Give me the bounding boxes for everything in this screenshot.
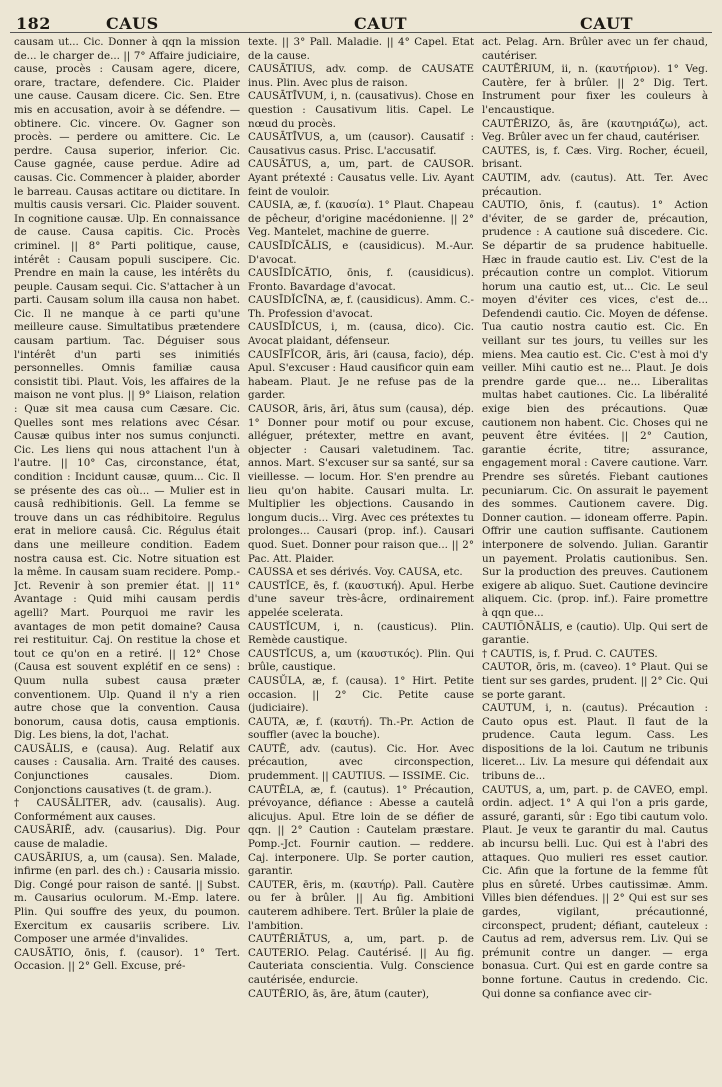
entry: CAUSSA et ses dérivés. Voy. CAUSA, etc. [248,566,463,579]
entry: CAUSOR, āris, āri, ātus sum (causa), dép. 1° Donner pour motif ou pour excuse, alléguer, prétexter, mettre en avant, objecter : Causari valetudinem. Tac. annos. Mart. S'excuser sur sa santé, sur sa vieillesse. — locum. Hor. S'en prendre au lieu qu'on habite. Causari multa. Lr. Multiplier les objections. Causando in longum ducis... Virg. Avec ces prétextes tu prolonges... Causari (prop. inf.). Causari quod. Suet. Donner pour raison que... || 2° Pac. Att. Plaider. [248,403,474,565]
entry: CAUSĀTĪVUM, i, n. (causativus). Chose en question : Causativum litis. Capel. Le nœud du procès. [248,90,474,130]
page-header [14,6,712,33]
entry: CAUSĀTIO, ōnis, f. (causor). 1° Tert. Occasion. || 2° Gell. Excuse, pré- [14,946,240,973]
entry: CAUTIM, adv. (cautus). Att. Ter. Avec précaution. [482,171,708,198]
column-1 [14,36,240,1076]
entry: causam ut... Cic. Donner à qqn la mission de... le charger de... || 7° Affaire judiciaire, cause, procès : Causam agere, dicere, orare, tractare, defendere. Cic. Plaider une cause. Causam dicere. Cic. Sen. Etre mis en accusation, avoir à se défendre. — obtinere. Cic. vincere. Ov. Gagner son procès. — perdere ou amittere. Cic. Le perdre. Causa superior, inferior. Cic. Cause gagnée, cause perdue. Adire ad causas. Cic. Commencer à plaider, aborder le barreau. Causas actitare ou dictitare. In multis causis versari. Cic. Plaider souvent. In cognitione causæ. Ulp. En connaissance de cause. Causa capitis. Cic. Procès criminel. || 8° Parti politique, cause, intérêt : Causam populi suscipere. Cic. Prendre en main la cause, les intérêts du peuple. Causam sequi. Cic. S'attacher à un parti. Causam solum illa causa non habet. Cic. Il ne manque à ce parti qu'une meilleure cause. Simultatibus prætendere causam partium. Tac. Déguiser sous l'intérêt d'un parti ses inimitiés personnelles. Omnis familiæ causa consistit tibi. Plaut. Vois, les affaires de la maison ne vont plus. || 9° Liaison, relation : Quæ sit mea causa cum Cæsare. Cic. Quelles sont mes relations avec César. Causæ quibus inter nos sumus conjuncti. Cic. Les liens qui nous attachent l'un à l'autre. || 10° Cas, circonstance, état, condition : Incidunt causæ, quum... Cic. Il se présente des cas où... — Mulier est in causâ redhibitionis. Gell. La femme se trouve dans un cas rédhibitoire. Regulus erat in meliore causâ. Cic. Régulus était dans une meilleure condition. Eadem nostra causa est. Cic. Notre situation est la même. In causam suam recidere. Pomp.-Jct. Revenir à son premier état. || 11° Avantage : Quid mihi causam perdis agelli? Mart. Pourquoi me ravir les avantages de mon petit domaine? Causa rei restituitur. Caj. On restitue la chose et tout ce qu'on en a retiré. || 12° Chose (Causa est souvent explétif en ce sens) : Quum nulla subest causa præter conventionem. Ulp. Quand il n'y a rien autre chose que la convention. Causa bonorum, causa dotis, causa emptionis. Dig. Les biens, la dot, l'achat. [14,36,240,742]
entry: CAUSTĬCUS, a, um (καυστικός). Plin. Qui brûle, caustique. [248,647,474,674]
page-number: 182 [16,14,51,33]
column-3-running-head: CAUT [580,14,634,33]
entry: CAUSĀTIUS, adv. comp. de CAUSATE inus. Plin. Avec plus de raison. [248,63,474,89]
entry: CAUTER, ēris, m. (καυτήρ). Pall. Cautère ou fer à brûler. || Au fig. Ambitioni cauterem adhibere. Tert. Brûler la plaie de l'ambition. [248,878,474,932]
entry: CAUSĪDĬCĀTIO, ōnis, f. (causidicus). Fronto. Bavardage d'avocat. [248,267,474,293]
entry: CAUSĀRIĒ, adv. (causarius). Dig. Pour cause de maladie. [14,824,240,851]
entry: CAUSĀTUS, a, um, part. de CAUSOR. Ayant prétexté : Causatus velle. Liv. Ayant feint de vouloir. [248,158,474,198]
entry: CAUSĪDĬCUS, i, m. (causa, dico). Cic. Avocat plaidant, défenseur. [248,321,474,348]
column-2 [248,36,474,1076]
entry: CAUTES, is, f. Cæs. Virg. Rocher, écueil, brisant. [482,144,708,171]
header-rule [10,32,712,33]
entry: act. Pelag. Arn. Brûler avec un fer chaud, cautériser. [482,36,708,62]
column-3 [482,36,708,1076]
entry: CAUTIŌNĀLIS, e (cautio). Ulp. Qui sert de garantie. [482,620,708,647]
entry: CAUTĒRIĀTUS, a, um, part. p. de CAUTERIO. Pelag. Cautérisé. || Au fig. Cauteriata conscientia. Vulg. Conscience cautérisée, endurcie. [248,933,474,986]
entry: CAUSIA, æ, f. (καυσία). 1° Plaut. Chapeau de pêcheur, d'origine macédonienne. || 2° Veg. Mantelet, machine de guerre. [248,199,474,239]
entry: CAUSĀLIS, e (causa). Aug. Relatif aux causes : Causalia. Arn. Traité des causes. Conjunctiones causales. Diom. Conjonctions causatives (t. de gram.). [14,742,240,796]
entry: CAUTĒRIZO, ās, āre (καυτηριάζω), act. Veg. Brûler avec un fer chaud, cautériser. [482,117,708,144]
entry: CAUSĀTĪVUS, a, um (causor). Causatif : Causativus casus. Prisc. L'accusatif. [248,131,474,157]
entry: CAUTIO, ōnis, f. (cautus). 1° Action d'éviter, de se garder de, précaution, prudence : A cautione suâ discedere. Cic. Se départir de sa prudence habituelle. Hæc in fraude cautio est. Liv. C'est de la précaution contre un complot. Vitiorum horum una cautio est, ut... Cic. Le seul moyen d'éviter ces vices, c'est de... Defendendi cautio. Cic. Moyen de défense. Tua cautio nostra cautio est. Cic. En veillant sur tes jours, tu veilles sur les miens. Mea cautio est. Cic. C'est à moi d'y veiller. Mihi cautio est ne... Plaut. Je dois prendre garde que... ne... Liberalitas multas habet cautiones. Cic. La libéralité exige bien des précautions. Quæ cautionem non habent. Cic. Choses qui ne peuvent être évitées. || 2° Caution, garantie écrite, titre; assurance, engagement moral : Cavere cautione. Varr. Prendre ses sûretés. Fiebant cautiones pecuniarum. Cic. On assurait le payement des sommes. Cautionem cavere. Dig. Donner caution. — idoneam offerre. Papin. Offrir une caution suffisante. Cautionem interponere de solvendo. Julian. Garantir un payement. Prolatis cautionibus. Sen. Sur la production des preuves. Cautionem exigere ab aliquo. Suet. Cautione devincire aliquem. Cic. (prop. inf.). Faire promettre à qqn que... [482,199,708,619]
entry: CAUTA, æ, f. (καυτή). Th.-Pr. Action de souffler (avec la bouche). [248,715,474,742]
entry: † CAUSĀLITER, adv. (causalis). Aug. Conformément aux causes. [14,797,240,823]
column-1-running-head: CAUS [106,14,159,33]
entry: CAUTĒ, adv. (cautus). Cic. Hor. Avec précaution, avec circonspection, prudemment. || CAUTIUS. — ISSIME. Cic. [248,742,474,783]
entry: CAUTUM, i, n. (cautus). Précaution : Cauto opus est. Plaut. Il faut de la prudence. Cauta legum. Cass. Les dispositions de la loi. Cautum ne tribunis liceret... Liv. La mesure qui défendait aux tribuns de... [482,702,708,783]
entry: CAUSŬLA, æ, f. (causa). 1° Hirt. Petite occasion. || 2° Cic. Petite cause (judiciaire). [248,674,474,715]
entry: CAUTOR, ōris, m. (caveo). 1° Plaut. Qui se tient sur ses gardes, prudent. || 2° Cic. Qui se porte garant. [482,661,708,701]
entry: CAUTUS, a, um, part. p. de CAVEO, empl. ordin. adject. 1° A qui l'on a pris garde, assuré, garanti, sûr : Ego tibi cautum volo. Plaut. Je veux te garantir du mal. Cautus ab incursu belli. Luc. Qui est à l'abri des attaques. Quo mulieri res esset cautior. Cic. Afin que la fortune de la femme fût plus en sûreté. Urbes cautissimæ. Amm. Villes bien défendues. || 2° Qui est sur ses gardes, vigilant, précautionné, circonspect, prudent; défiant, cauteleux : Cautus ad rem, adversus rem. Liv. Qui se prémunit contre un danger. — erga bonasua. Curt. Qui est en garde contre sa bonne fortune. Cautus in credendo. Cic. Qui donne sa confiance avec cir- [482,783,708,1000]
entry: CAUTĒRIUM, ii, n. (καυτήριον). 1° Veg. Cautère, fer à brûler. || 2° Dig. Tert. Instrument pour fixer les couleurs à l'encaustique. [482,63,708,116]
entry: CAUSĀRIUS, a, um (causa). Sen. Malade, infirme (en parl. des ch.) : Causaria missio. Dig. Congé pour raison de santé. || Subst. m. Causarius oculorum. M.-Emp. latere. Plin. Qui souffre des yeux, du poumon. Exercitum ex causariis scribere. Liv. Composer une armée d'invalides. [14,851,240,946]
entry: CAUSĪFĬCOR, āris, āri (causa, facio), dép. Apul. S'excuser : Haud causificor quin eam habeam. Plaut. Je ne refuse pas de la garder. [248,348,474,402]
entry: CAUTĒRIO, ās, āre, ātum (cauter), [248,987,430,1000]
entry: CAUSTĬCE, ēs, f. (καυστική). Apul. Herbe d'une saveur très-âcre, ordinairement appelée scelerata. [248,579,474,619]
entry: CAUTĒLA, æ, f. (cautus). 1° Précaution, prévoyance, défiance : Abesse a cautelâ alicujus. Apul. Etre loin de se défier de qqn. || 2° Caution : Cautelam præstare. Pomp.-Jct. Fournir caution. — reddere. Caj. interponere. Ulp. Se porter caution, garantir. [248,783,474,878]
entry: CAUSTĬCUM, i, n. (causticus). Plin. Remède caustique. [248,620,474,647]
entry: CAUSĪDĬCĪNA, æ, f. (causidicus). Amm. C.-Th. Profession d'avocat. [248,294,474,320]
entry: texte. || 3° Pall. Maladie. || 4° Capel. Etat de la cause. [248,36,474,62]
entry: † CAUTIS, is, f. Prud. C. CAUTES. [482,647,658,660]
text-columns [14,36,712,1076]
column-2-running-head: CAUT [354,14,408,33]
entry: CAUSĪDĬCĀLIS, e (causidicus). M.-Aur. D'avocat. [248,239,474,266]
